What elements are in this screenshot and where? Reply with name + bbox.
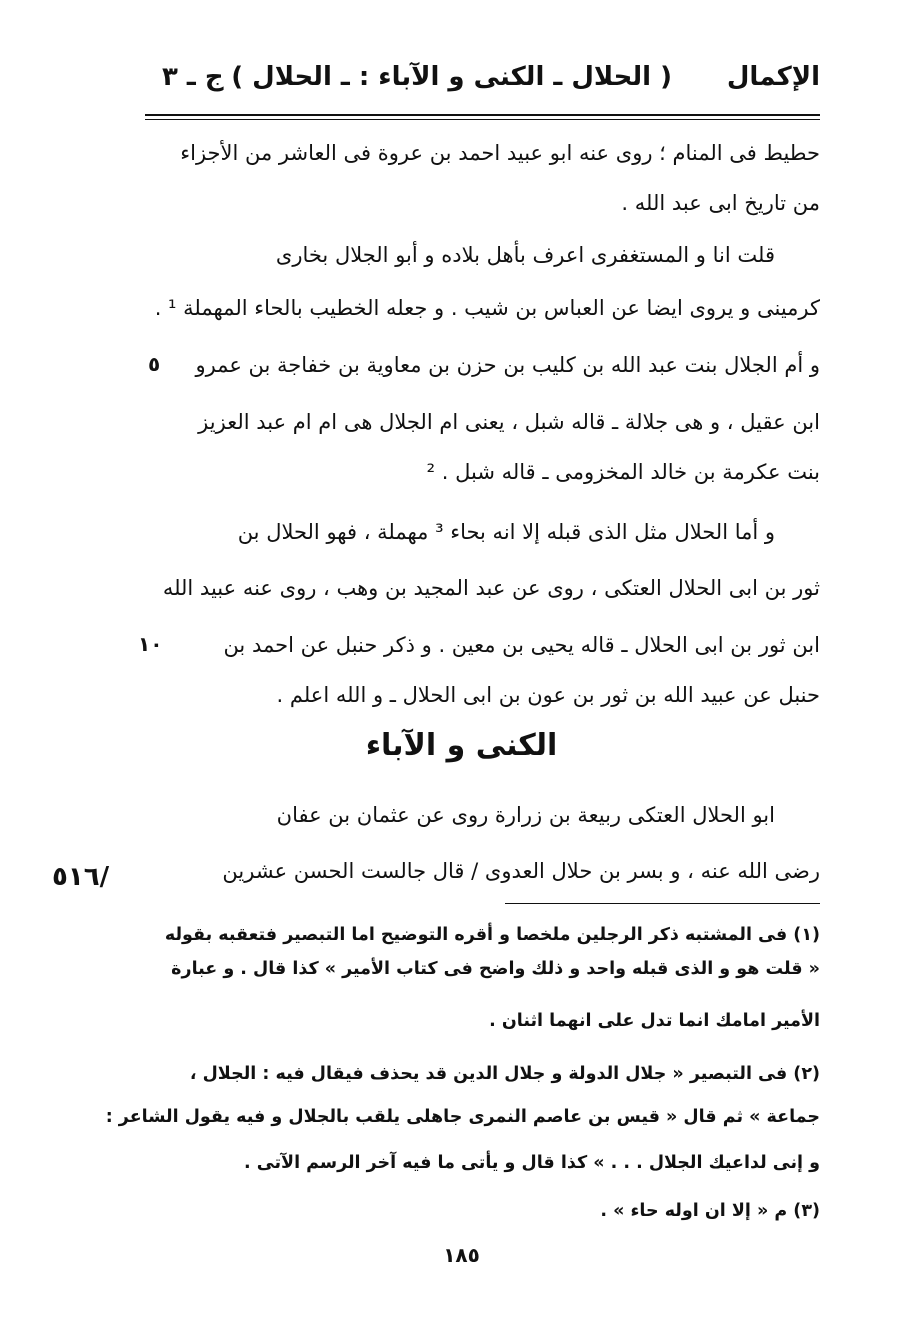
footnote-line-4: (٢) فى التبصير « جلال الدولة و جلال الدين قد يحذف فيقال فيه : الجلال ، <box>189 1064 820 1084</box>
body-line-9: ثور بن ابى الحلال العتكى ، روى عن عبد المجيد بن وهب ، روى عنه عبيد الله <box>162 576 820 600</box>
body-line-4: كرمينى و يروى ايضا عن العباس بن شيب . و جعله الخطيب بالحاء المهملة ¹ . <box>154 296 820 320</box>
body-line-8: و أما الحلال مثل الذى قبله إلا انه بحاء ³ مهملة ، فهو الحلال بن <box>237 520 775 544</box>
section-header: ( الحلال ـ الكنى و الآباء : ـ الحلال ) <box>231 62 672 92</box>
section-line-2: رضى الله عنه ، و بسر بن حلال العدوى / قال جالست الحسن عشرين <box>222 859 820 883</box>
manuscript-folio-ref: /٥١٦ <box>52 862 110 892</box>
line-number-5: ٥ <box>148 352 161 376</box>
body-line-10: ابن ثور بن ابى الحلال ـ قاله يحيى بن معين . و ذكر حنبل عن احمد بن <box>223 633 820 657</box>
body-line-5: و أم الجلال بنت عبد الله بن كليب بن حزن بن معاوية بن خفاجة بن عمرو <box>195 353 820 377</box>
line-number-10: ١٠ <box>138 632 163 656</box>
footnote-line-6: و إنى لداعيك الجلال . . . » كذا قال و يأتى ما فيه آخر الرسم الآتى . <box>244 1153 820 1173</box>
body-line-7: بنت عكرمة بن خالد المخزومى ـ قاله شبل . ² <box>426 460 820 484</box>
section-heading: الكنى و الآباء <box>365 728 558 763</box>
page-number: ١٨٥ <box>443 1243 480 1267</box>
volume-label: ج ـ ٣ <box>162 62 224 92</box>
header-rule-thin <box>145 119 820 120</box>
body-line-3: قلت انا و المستغفرى اعرف بأهل بلاده و أبو الجلال بخارى <box>275 243 775 267</box>
body-line-1: حطيط فى المنام ؛ روى عنه ابو عبيد احمد بن عروة فى العاشر من الأجزاء <box>180 141 820 165</box>
running-header <box>140 60 820 106</box>
book-title: الإكمال <box>726 62 820 92</box>
footnote-line-3: الأمير امامك انما تدل على انهما اثنان . <box>489 1011 820 1031</box>
header-rule-thick <box>145 114 820 116</box>
footnote-line-2: « قلت هو و الذى قبله واحد و ذلك واضح فى كتاب الأمير » كذا قال . و عبارة <box>171 959 820 979</box>
footnote-line-7: (٣) م « إلا ان اوله حاء » . <box>600 1201 820 1221</box>
section-line-1: ابو الحلال العتكى ربيعة بن زرارة روى عن عثمان بن عفان <box>276 803 775 827</box>
body-line-6: ابن عقيل ، و هى جلالة ـ قاله شبل ، يعنى ام الجلال هى ام ام عبد العزيز <box>198 410 820 434</box>
footnote-line-1: (١) فى المشتبه ذكر الرجلين ملخصا و أقره التوضيح اما التبصير فتعقبه بقوله <box>164 925 820 945</box>
footnote-line-5: جماعة » ثم قال « قيس بن عاصم النمرى جاهلى يلقب بالجلال و فيه يقول الشاعر : <box>105 1107 820 1127</box>
body-line-2: من تاريخ ابى عبد الله . <box>621 191 820 215</box>
body-line-11: حنبل عن عبيد الله بن ثور بن عون بن ابى الحلال ـ و الله اعلم . <box>276 683 820 707</box>
footnote-rule <box>505 903 820 904</box>
